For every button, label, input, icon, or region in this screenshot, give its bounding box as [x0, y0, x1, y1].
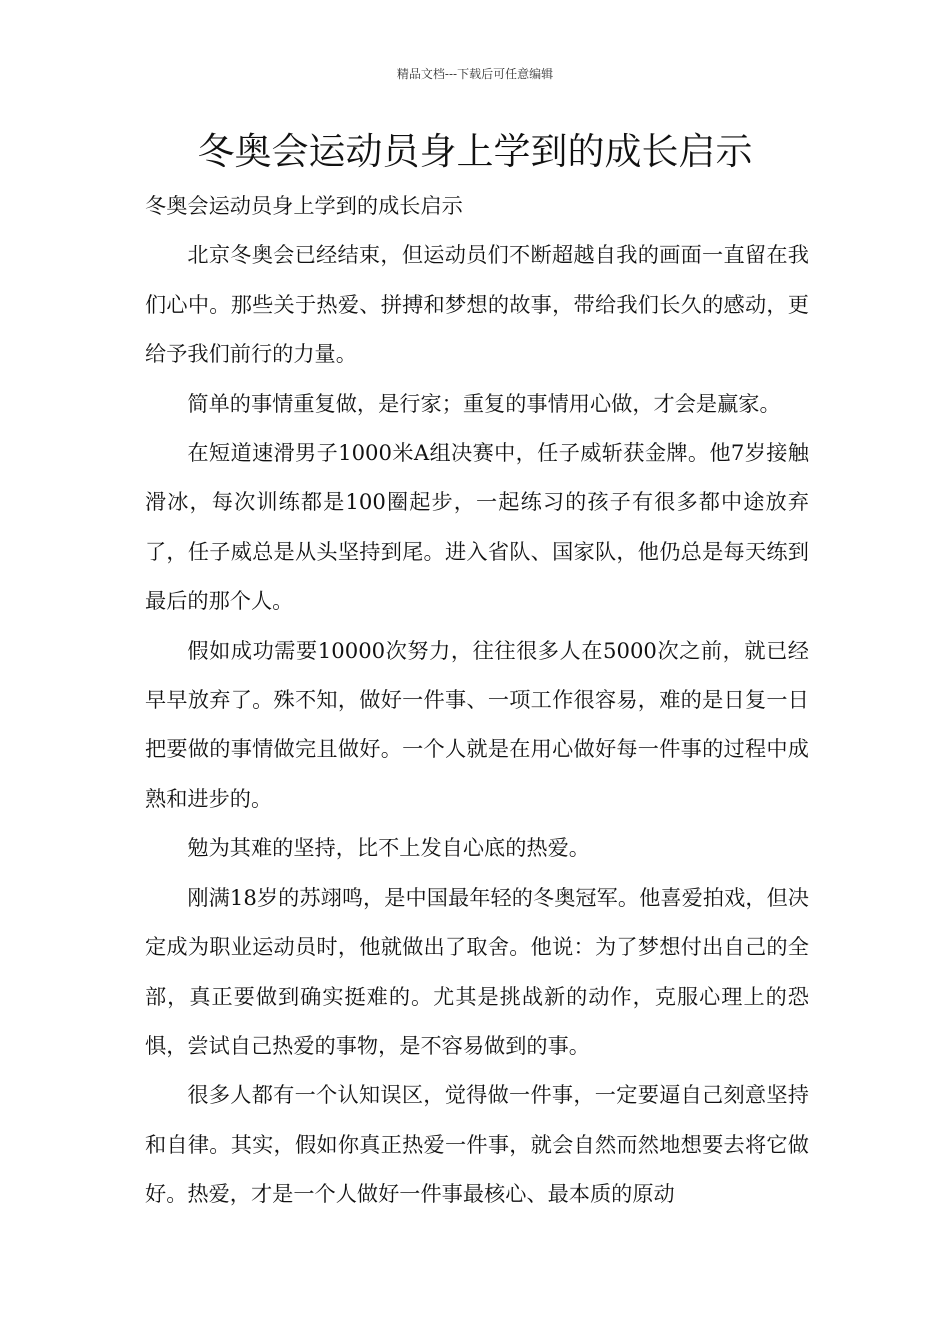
body-paragraph: 勉为其难的坚持，比不上发自心底的热爱。: [187, 835, 590, 861]
document-body: [145, 181, 809, 1219]
body-paragraph: 刚满18岁的苏翊鸣，是中国最年轻的冬奥冠军。他喜爱拍戏，但决定成为职业运动员时，他就做出了取舍。他说：为了梦想付出自己的全部，真正要做到确实挺难的。尤其是挑战新的动作，克服心理上的恐惧，尝试自己热爱的事物，是不容易做到的事。: [145, 884, 809, 1058]
body-paragraph: 在短道速滑男子1000米A组决赛中，任子威斩获金牌。他7岁接触滑冰，每次训练都是100圈起步，一起练习的孩子有很多都中途放弃了，任子威总是从头坚持到尾。进入省队、国家队，他仍总是每天练到最后的那个人。: [145, 440, 809, 614]
document-subtitle: 冬奥会运动员身上学到的成长启示: [145, 193, 463, 218]
body-paragraph: 简单的事情重复做，是行家；重复的事情用心做，才会是赢家。: [187, 390, 781, 416]
body-paragraph: 很多人都有一个认知误区，觉得做一件事，一定要逼自己刻意坚持和自律。其实，假如你真正热爱一件事，就会自然而然地想要去将它做好。热爱，才是一个人做好一件事最核心、最本质的原动: [145, 1082, 809, 1207]
header-note: 精品文档---下载后可任意编辑: [396, 67, 554, 81]
document-title: 冬奥会运动员身上学到的成长启示: [197, 130, 753, 173]
body-paragraph: 北京冬奥会已经结束，但运动员们不断超越自我的画面一直留在我们心中。那些关于热爱、拼搏和梦想的故事，带给我们长久的感动，更给予我们前行的力量。: [145, 242, 809, 367]
body-paragraph: 假如成功需要10000次努力，往往很多人在5000次之前，就已经早早放弃了。殊不知，做好一件事、一项工作很容易，难的是日复一日把要做的事情做完且做好。一个人就是在用心做好每一件事的过程中成熟和进步的。: [145, 637, 809, 811]
